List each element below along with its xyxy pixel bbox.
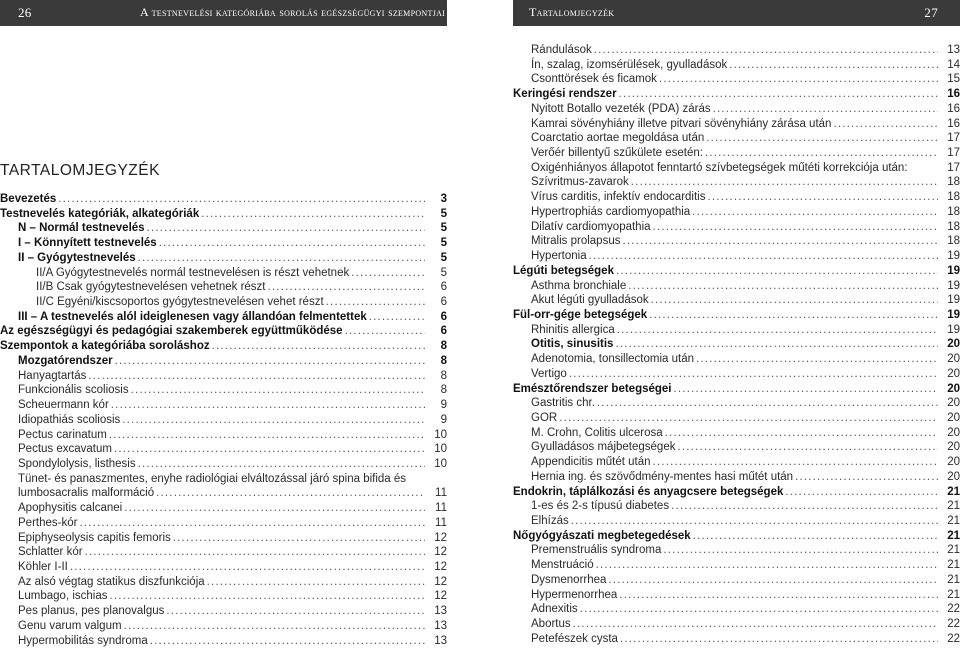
toc-entry-label: Vírus carditis, infektív endocarditis: [531, 191, 706, 204]
toc-entry-page: 20: [947, 426, 960, 439]
dot-leader: [131, 383, 425, 398]
left-page-header: [0, 0, 447, 26]
toc-entry-page: 21: [947, 588, 960, 601]
toc-entry-page: 11: [435, 502, 447, 515]
dot-leader: [124, 619, 425, 634]
dot-leader: [159, 236, 425, 251]
toc-entry[interactable]: [0, 428, 447, 443]
toc-entry-page: 21: [947, 529, 960, 542]
toc-entry[interactable]: [0, 354, 447, 369]
dot-leader: [122, 413, 425, 428]
toc-entry-label: Apophysitis calcanei: [18, 502, 123, 515]
toc-entry-label: Gyulladásos májbetegségek: [531, 441, 676, 454]
toc-entry-page: 8: [440, 369, 447, 382]
toc-entry-label: Az egészségügyi és pedagógiai szakemberek együttműködése: [0, 325, 343, 338]
dot-leader: [620, 632, 938, 647]
toc-entry-page: 18: [947, 235, 960, 248]
left-toc-list: [0, 192, 447, 648]
toc-entry-page: 19: [947, 308, 960, 321]
toc-entry-label: Otitis, sinusitis: [531, 338, 614, 351]
dot-leader: [705, 146, 938, 161]
toc-entry-page: 11: [435, 516, 447, 529]
toc-entry-label: Kamrai sövényhiány illetve pitvari sövényhiány zárása után: [531, 117, 832, 130]
dot-leader: [649, 308, 938, 323]
toc-entry-page: 8: [440, 354, 447, 367]
dot-leader: [619, 87, 938, 102]
toc-entry[interactable]: [513, 146, 960, 161]
toc-entry-label: Vertigo: [531, 367, 567, 380]
toc-entry[interactable]: [513, 632, 960, 647]
toc-entry[interactable]: [513, 279, 960, 294]
toc-entry[interactable]: [513, 543, 960, 558]
toc-entry-page: 5: [440, 207, 447, 220]
dot-leader: [114, 442, 425, 457]
toc-entry-page: 22: [947, 618, 960, 631]
toc-entry[interactable]: [0, 295, 447, 310]
toc-entry-label: lumbosacralis malformáció: [18, 487, 155, 500]
toc-entry-page: 20: [947, 382, 960, 395]
toc-entry-label: Dysmenorrhea: [531, 573, 607, 586]
toc-entry-page: 21: [947, 485, 960, 498]
toc-entry-page: 22: [947, 603, 960, 616]
toc-entry-label: Elhízás: [531, 515, 569, 527]
toc-entry-label: Pectus excavatum: [18, 443, 112, 456]
toc-entry-page: 16: [947, 117, 960, 130]
toc-entry[interactable]: [0, 383, 447, 398]
toc-entry-page: 13: [434, 619, 447, 632]
toc-entry-page: 13: [434, 605, 447, 618]
toc-entry-label: Rhinitis allergica: [531, 323, 615, 336]
toc-entry-label: M. Crohn, Colitis ulcerosa: [531, 426, 663, 439]
right-toc-list: [513, 43, 960, 646]
dot-leader: [573, 617, 938, 632]
toc-entry-page: 10: [434, 443, 447, 456]
toc-entry-page: 13: [947, 44, 960, 56]
dot-leader: [589, 249, 938, 264]
toc-entry-page: 5: [440, 266, 447, 279]
toc-entry-label: Menstruáció: [531, 559, 594, 572]
dot-leader: [124, 501, 425, 516]
toc-entry-label: Hypermobilitás syndroma: [18, 634, 148, 647]
toc-entry-page: 21: [947, 559, 960, 572]
toc-entry[interactable]: [0, 472, 447, 487]
toc-entry-label: Csonttörések és ficamok: [531, 73, 657, 86]
toc-entry[interactable]: [513, 337, 960, 352]
toc-entry-label: Asthma bronchiale: [531, 279, 627, 292]
toc-entry-label: Pes planus, pes planovalgus: [18, 605, 165, 618]
toc-entry-page: 17: [947, 132, 960, 145]
dot-leader: [708, 190, 939, 205]
dot-leader: [594, 43, 938, 58]
toc-entry[interactable]: [513, 617, 960, 632]
toc-entry[interactable]: [513, 87, 960, 102]
toc-entry-page: 6: [440, 325, 447, 338]
toc-entry-label: II/C Egyéni/kiscsoportos gyógytestnevelésen vehet részt: [36, 296, 324, 309]
dot-leader: [596, 558, 938, 573]
toc-entry-page: 21: [947, 573, 960, 586]
toc-entry-page: 21: [947, 500, 960, 513]
toc-entry-label: Nyitott Botallo vezeték (PDA) zárás: [531, 102, 711, 115]
toc-entry[interactable]: [0, 560, 447, 575]
toc-entry[interactable]: [513, 293, 960, 308]
toc-entry-label: Perthes-kór: [18, 516, 78, 529]
toc-entry[interactable]: [513, 161, 960, 176]
toc-entry-label: Oxigénhiányos állapotot fenntartó szívbetegségek műtéti korrekciója után:: [531, 161, 908, 174]
toc-entry-page: 21: [947, 544, 960, 557]
toc-entry[interactable]: [0, 604, 447, 619]
right-running-title: Tartalomjegyzék: [529, 5, 615, 19]
dot-leader: [659, 72, 938, 87]
dot-leader: [70, 560, 425, 575]
dot-leader: [212, 339, 425, 354]
toc-entry[interactable]: [0, 619, 447, 634]
dot-leader: [608, 573, 938, 588]
toc-entry-page: 19: [947, 250, 960, 263]
toc-entry-label: Nőgyógyászati megbetegedések: [513, 529, 691, 542]
toc-entry[interactable]: [513, 396, 960, 411]
toc-entry-label: 1-es és 2-s típusú diabetes: [531, 500, 670, 513]
dot-leader: [663, 543, 938, 558]
dot-leader: [109, 428, 425, 443]
dot-leader: [785, 485, 938, 500]
dot-leader: [580, 602, 938, 617]
toc-entry[interactable]: [513, 514, 960, 529]
toc-entry[interactable]: [513, 249, 960, 264]
toc-entry[interactable]: [0, 221, 447, 236]
toc-entry-label: Akut légúti gyulladások: [531, 294, 649, 307]
dot-leader: [617, 323, 938, 338]
toc-entry[interactable]: [513, 485, 960, 500]
toc-entry-label: Keringési rendszer: [513, 88, 617, 101]
toc-entry-label: N – Normál testnevelés: [18, 222, 145, 235]
dot-leader: [58, 192, 425, 207]
toc-entry-page: 18: [947, 205, 960, 218]
dot-leader: [653, 455, 938, 470]
toc-entry[interactable]: [0, 310, 447, 325]
dot-leader: [138, 251, 425, 266]
toc-entry[interactable]: [0, 545, 447, 560]
toc-entry[interactable]: [513, 411, 960, 426]
dot-leader: [88, 369, 425, 384]
dot-leader: [631, 175, 938, 190]
toc-entry[interactable]: [0, 251, 447, 266]
toc-entry[interactable]: [0, 369, 447, 384]
toc-entry-label: Az alsó végtag statikus diszfunkciója: [18, 575, 205, 588]
toc-entry-page: 21: [947, 515, 960, 527]
dot-leader: [571, 514, 938, 529]
right-page-number: 27: [924, 5, 938, 20]
toc-entry[interactable]: [513, 352, 960, 367]
dot-leader: [166, 604, 425, 619]
toc-entry-page: 18: [947, 176, 960, 189]
toc-entry[interactable]: [513, 234, 960, 249]
dot-leader: [150, 634, 425, 649]
toc-entry-page: 11: [435, 487, 447, 500]
dot-leader: [651, 293, 938, 308]
toc-entry-label: Mozgatórendszer: [18, 354, 113, 367]
toc-entry[interactable]: [513, 117, 960, 132]
toc-entry-page: 19: [947, 264, 960, 277]
toc-entry-page: 10: [434, 457, 447, 470]
toc-entry-label: II – Gyógytestnevelés: [18, 251, 136, 264]
toc-entry-page: 20: [947, 441, 960, 454]
toc-entry[interactable]: [0, 457, 447, 472]
toc-entry-page: 19: [947, 294, 960, 307]
dot-leader: [326, 295, 425, 310]
left-running-title: A testnevelési kategóriába sorolás egészségügyi szempontjai: [140, 5, 446, 19]
toc-entry[interactable]: [513, 499, 960, 514]
toc-entry-page: 9: [440, 413, 447, 426]
toc-entry[interactable]: [513, 220, 960, 235]
toc-entry[interactable]: [513, 455, 960, 470]
toc-entry[interactable]: [513, 58, 960, 73]
dot-leader: [79, 516, 425, 531]
toc-entry[interactable]: [0, 516, 447, 531]
dot-leader: [569, 367, 938, 382]
toc-entry-label: Premenstruális syndroma: [531, 544, 662, 557]
toc-entry[interactable]: [513, 602, 960, 617]
toc-entry-label: Hypertrophiás cardiomyopathia: [531, 205, 691, 218]
toc-entry[interactable]: [0, 486, 447, 501]
toc-entry[interactable]: [0, 280, 447, 295]
toc-entry[interactable]: [513, 102, 960, 117]
toc-entry-label: Adenotomia, tonsillectomia után: [531, 353, 695, 366]
toc-entry-label: Adnexitis: [531, 603, 578, 616]
toc-entry[interactable]: [513, 190, 960, 205]
toc-entry-page: 8: [440, 384, 447, 397]
toc-entry[interactable]: [513, 264, 960, 279]
dot-leader: [201, 207, 425, 222]
toc-entry-label: Schlatter kór: [18, 546, 83, 559]
toc-entry-page: 22: [947, 632, 960, 645]
toc-entry-page: 19: [947, 279, 960, 292]
dot-leader: [628, 279, 938, 294]
toc-entry-page: 20: [947, 470, 960, 483]
toc-entry-label: Lumbago, ischias: [18, 590, 108, 603]
toc-entry-page: 12: [434, 590, 447, 603]
dot-leader: [267, 280, 425, 295]
dot-leader: [706, 131, 938, 146]
toc-entry[interactable]: [0, 575, 447, 590]
toc-entry-label: Pectus carinatum: [18, 428, 107, 441]
left-page-number: 26: [18, 5, 32, 20]
toc-entry-page: 20: [947, 338, 960, 351]
toc-entry[interactable]: [513, 426, 960, 441]
toc-entry[interactable]: [0, 236, 447, 251]
toc-entry-label: Dilatív cardiomyopathia: [531, 220, 651, 233]
toc-entry-label: III – A testnevelés alól ideiglenesen vagy állandóan felmentettek: [18, 310, 367, 323]
toc-entry-label: GOR: [531, 411, 558, 424]
dot-leader: [795, 470, 938, 485]
toc-entry-page: 20: [947, 397, 960, 410]
toc-entry[interactable]: [513, 43, 960, 58]
toc-entry-label: Idiopathiás scoliosis: [18, 413, 121, 426]
toc-entry[interactable]: [0, 398, 447, 413]
toc-entry[interactable]: [0, 442, 447, 457]
toc-entry-label: II/B Csak gyógytestnevelésen vehetnek részt: [36, 281, 266, 294]
toc-entry-page: 19: [947, 323, 960, 336]
toc-entry-page: 6: [440, 296, 447, 309]
toc-entry-page: 14: [947, 58, 960, 71]
toc-entry-page: 18: [947, 220, 960, 233]
dot-leader: [677, 440, 938, 455]
toc-entry-label: II/A Gyógytestnevelés normál testnevelésen is részt vehetnek: [36, 266, 350, 279]
toc-entry-label: Hanyagtartás: [18, 369, 87, 382]
toc-entry-page: 3: [440, 193, 447, 205]
toc-entry-label: Légúti betegségek: [513, 264, 614, 277]
toc-entry[interactable]: [0, 192, 447, 207]
toc-entry-label: Bevezetés: [0, 193, 57, 205]
dot-leader: [156, 486, 425, 501]
toc-entry-label: Abortus: [531, 618, 571, 631]
toc-entry-label: Coarctatio aortae megoldása után: [531, 132, 705, 145]
toc-entry[interactable]: [0, 207, 447, 222]
toc-entry[interactable]: [513, 72, 960, 87]
dot-leader: [207, 575, 425, 590]
dot-leader: [692, 205, 938, 220]
toc-entry[interactable]: [0, 339, 447, 354]
toc-entry-page: 20: [947, 411, 960, 424]
toc-entry-label: Tünet- és panaszmentes, enyhe radiológiai elváltozással járó spina bifida és: [18, 472, 407, 485]
toc-entry-page: 9: [440, 399, 447, 412]
toc-entry[interactable]: [513, 558, 960, 573]
dot-leader: [110, 589, 426, 604]
toc-entry-label: Petefészek cysta: [531, 632, 618, 645]
toc-entry[interactable]: [0, 501, 447, 516]
toc-entry-label: Hernia ing. és szövődmény-mentes hasi műtét után: [531, 470, 794, 483]
toc-entry[interactable]: [513, 367, 960, 382]
toc-entry-page: 5: [440, 237, 447, 250]
toc-entry-page: 13: [434, 634, 447, 647]
dot-leader: [147, 221, 425, 236]
toc-entry-label: Appendicitis műtét után: [531, 456, 651, 469]
toc-entry-page: 12: [434, 546, 447, 559]
dot-leader: [671, 499, 938, 514]
toc-entry-label: Hypermenorrhea: [531, 588, 618, 601]
toc-entry[interactable]: [513, 588, 960, 603]
toc-entry[interactable]: [513, 131, 960, 146]
dot-leader: [616, 264, 938, 279]
toc-entry-page: 12: [434, 560, 447, 573]
dot-leader: [619, 588, 938, 603]
toc-entry-page: 8: [440, 340, 447, 353]
toc-entry[interactable]: [513, 323, 960, 338]
toc-entry-page: 5: [440, 222, 447, 235]
dot-leader: [85, 545, 425, 560]
toc-entry-page: 10: [434, 428, 447, 441]
dot-leader: [696, 352, 938, 367]
toc-entry-label: Endokrin, táplálkozási és anyagcsere betegségek: [513, 485, 784, 498]
toc-entry-page: 16: [947, 88, 960, 101]
toc-entry-label: Verőér billentyű szűkülete esetén:: [531, 147, 703, 160]
toc-entry-label: Mitralis prolapsus: [531, 235, 621, 248]
dot-leader: [597, 396, 938, 411]
toc-entry-page: 17: [947, 161, 960, 174]
toc-entry-page: 12: [434, 531, 447, 544]
toc-entry-page: 16: [947, 102, 960, 115]
toc-entry[interactable]: [513, 308, 960, 323]
toc-entry-label: Köhler I-II: [18, 560, 68, 573]
dot-leader: [674, 382, 938, 397]
toc-entry-label: I – Könnyített testnevelés: [18, 237, 157, 250]
dot-leader: [665, 426, 938, 441]
dot-leader: [615, 337, 938, 352]
toc-entry-page: 12: [434, 575, 447, 588]
dot-leader: [369, 310, 425, 325]
toc-entry-label: Fül-orr-gége betegségek: [513, 308, 648, 321]
toc-entry-label: Hypertonia: [531, 250, 587, 263]
toc-title: TARTALOMJEGYZÉK: [0, 162, 160, 179]
toc-entry[interactable]: [0, 324, 447, 339]
toc-entry[interactable]: [513, 573, 960, 588]
toc-entry-page: 6: [440, 281, 447, 294]
toc-entry-label: Testnevelés kategóriák, alkategóriák: [0, 207, 200, 220]
toc-entry-page: 20: [947, 367, 960, 380]
toc-entry-label: Szempontok a kategóriába soroláshoz: [0, 340, 210, 353]
toc-entry-page: 17: [947, 147, 960, 160]
left-page: [0, 0, 447, 655]
toc-entry-page: 6: [440, 310, 447, 323]
dot-leader: [345, 324, 425, 339]
toc-entry[interactable]: [513, 440, 960, 455]
toc-entry[interactable]: [0, 634, 447, 649]
toc-entry-label: Scheuermann kór: [18, 399, 109, 412]
dot-leader: [622, 234, 938, 249]
dot-leader: [173, 531, 425, 546]
dot-leader: [351, 266, 425, 281]
right-page: [513, 0, 960, 655]
toc-entry[interactable]: [0, 413, 447, 428]
toc-entry[interactable]: [513, 175, 960, 190]
toc-entry[interactable]: [513, 205, 960, 220]
toc-entry[interactable]: [513, 529, 960, 544]
toc-entry-label: Funkcionális scoliosis: [18, 384, 129, 397]
toc-entry[interactable]: [0, 266, 447, 281]
right-page-header: [513, 0, 960, 26]
dot-leader: [653, 220, 938, 235]
dot-leader: [115, 354, 425, 369]
dot-leader: [729, 58, 938, 73]
toc-entry-page: 5: [440, 251, 447, 264]
dot-leader: [559, 411, 938, 426]
toc-entry-label: Gastritis chr.: [531, 397, 595, 410]
toc-entry-page: 18: [947, 191, 960, 204]
dot-leader: [713, 102, 938, 117]
dot-leader: [138, 457, 425, 472]
dot-leader: [833, 117, 938, 132]
toc-entry-page: 15: [947, 73, 960, 86]
toc-entry[interactable]: [0, 531, 447, 546]
toc-entry[interactable]: [513, 470, 960, 485]
toc-entry-label: Spondylolysis, listhesis: [18, 457, 136, 470]
toc-entry-label: Genu varum valgum: [18, 619, 122, 632]
toc-entry-page: 20: [947, 353, 960, 366]
toc-entry[interactable]: [0, 589, 447, 604]
toc-entry[interactable]: [513, 382, 960, 397]
dot-leader: [111, 398, 425, 413]
dot-leader: [693, 529, 938, 544]
toc-entry-label: Emésztőrendszer betegségei: [513, 382, 672, 395]
toc-entry-page: 20: [947, 456, 960, 469]
toc-entry-label: Epiphyseolysis capitis femoris: [18, 531, 171, 544]
toc-entry-label: Szívritmus-zavarok: [531, 176, 629, 189]
toc-entry-label: Rándulások: [531, 44, 592, 56]
toc-entry-label: Ín, szalag, izomsérülések, gyulladások: [531, 58, 728, 71]
